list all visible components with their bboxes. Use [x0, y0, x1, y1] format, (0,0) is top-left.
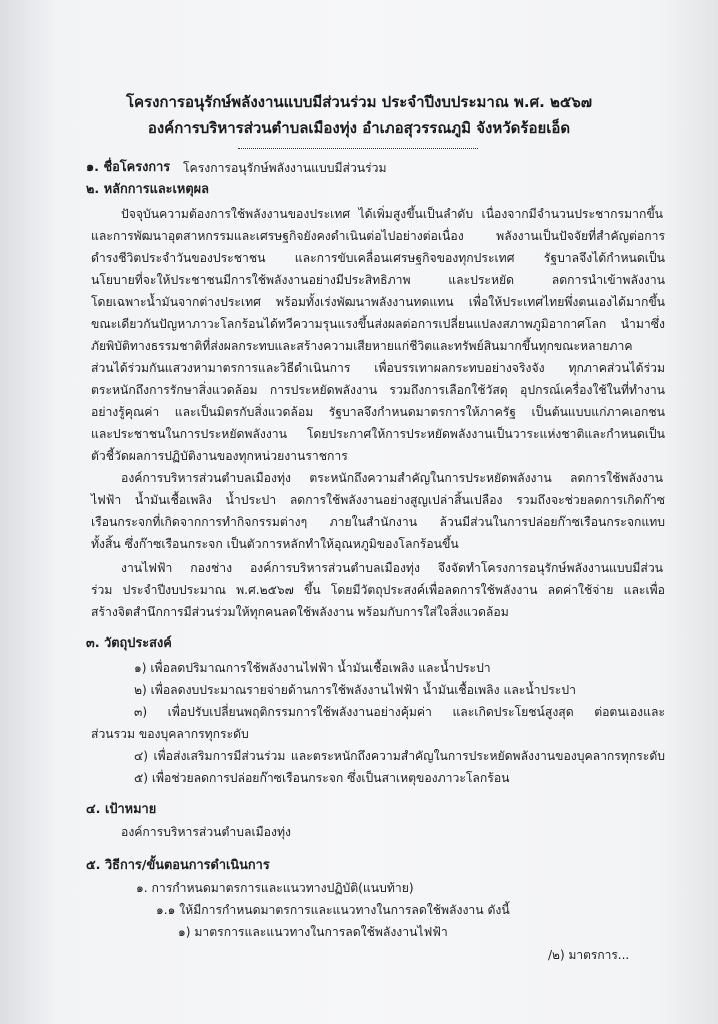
- section3-heading: ๓. วัตถุประสงค์: [86, 636, 172, 651]
- title-separator: [238, 148, 478, 149]
- document-title-line2: องค์การบริหารส่วนตำบลเมืองทุ่ง อำเภอสุวรรณภูมิ จังหวัดร้อยเอ็ด: [147, 119, 571, 137]
- paragraph-line: ขณะเดียวกันปัญหาภาวะโลกร้อนได้ทวีความรุนแรงขึ้นส่งผลต่อการเปลี่ยนแปลงสภาพภูมิอากาศโลก นำมาซึ่ง: [91, 317, 665, 331]
- paragraph-line: ภัยพิบัติทางธรรมชาติที่ส่งผลกระทบและสร้างความเสียหายแก่ชีวิตและทรัพย์สินมากขึ้นทุกขณะหลายภาค: [91, 339, 633, 353]
- paragraph-line: องค์การบริหารส่วนตำบลเมืองทุ่ง ตระหนักถึงความสำคัญในการประหยัดพลังงาน ลดการใช้พลังงาน: [121, 471, 663, 485]
- paragraph-line: ตระหนักถึงการรักษาสิ่งแวดล้อม การประหยัดพลังงาน รวมถึงการเลือกใช้วัสดุ อุปกรณ์เครื่องใช้ในที่ทำงาน: [91, 383, 665, 397]
- paragraph-line: และประชาชนในการประหยัดพลังงาน โดยประกาศให้การประหยัดพลังงานเป็นวาระแห่งชาติและกำหนดเป็น: [91, 427, 665, 441]
- objective-item: ๕) เพื่อช่วยลดการปล่อยก๊าซเรือนกระจก ซึ่งเป็นสาเหตุของภาวะโลกร้อน: [134, 771, 510, 785]
- page-continuation: /๒) มาตรการ...: [548, 948, 630, 962]
- project-name: โครงการอนุรักษ์พลังงานแบบมีส่วนร่วม: [183, 161, 387, 175]
- paragraph-line: งานไฟฟ้า กองช่าง องค์การบริหารส่วนตำบลเมืองทุ่ง จึงจัดทำโครงการอนุรักษ์พลังงานแบบมีส่วน: [121, 561, 663, 575]
- paragraph-line: โดยเฉพาะน้ำมันจากต่างประเทศ พร้อมทั้งเร่งพัฒนาพลังงานทดแทน เพื่อให้ประเทศไทยพึ่งตนเองได้มากขึ้น: [91, 295, 665, 309]
- document-title-line1: โครงการอนุรักษ์พลังงานแบบมีส่วนร่วม ประจำปีงบประมาณ พ.ศ. ๒๕๖๗: [125, 93, 593, 111]
- paragraph-line: และการพัฒนาอุตสาหกรรมและเศรษฐกิจยังคงดำเนินต่อไปอย่างต่อเนื่อง พลังงานเป็นปัจจัยที่สำคัญต่อการ: [91, 229, 665, 243]
- objective-item-continuation: ส่วนรวม ของบุคลากรทุกระดับ: [91, 727, 249, 741]
- paragraph-line: ดำรงชีวิตประจำวันของประชาชน และการขับเคลื่อนเศรษฐกิจของทุกประเทศ รัฐบาลจึงได้กำหนดเป็น: [91, 251, 665, 265]
- section5-heading: ๕. วิธีการ/ขั้นตอนการดำเนินการ: [86, 858, 270, 873]
- paragraph-line: ทั้งสิ้น ซึ่งก๊าซเรือนกระจก เป็นตัวการหลักทำให้อุณหภูมิของโลกร้อนขึ้น: [91, 537, 459, 551]
- objective-item: ๑) เพื่อลดปริมาณการใช้พลังงานไฟฟ้า น้ำมันเชื้อเพลิง และน้ำประปา: [134, 661, 491, 675]
- procedure-subitem: ๑) มาตรการและแนวทางในการลดใช้พลังงานไฟฟ้า: [178, 925, 448, 939]
- objective-item: ๒) เพื่อลดงบประมาณรายจ่ายด้านการใช้พลังงานไฟฟ้า น้ำมันเชื้อเพลิง และน้ำประปา: [134, 683, 576, 697]
- paragraph-line: ไฟฟ้า น้ำมันเชื้อเพลิง น้ำประปา ลดการใช้พลังงานอย่างสูญเปล่าสิ้นเปลือง รวมถึงจะช่วยลดการเกิดก๊าซ: [91, 493, 665, 507]
- paragraph-line: ตัวชี้วัดผลการปฏิบัติงานของทุกหน่วยงานราชการ: [91, 449, 348, 463]
- paragraph-line: ร่วม ประจำปีงบประมาณ พ.ศ.๒๕๖๗ ขึ้น โดยมีวัตถุประสงค์เพื่อลดการใช้พลังงาน ลดค่าใช้จ่าย และเพื่อ: [91, 583, 665, 597]
- paragraph-line: อย่างรู้คุณค่า และเป็นมิตรกับสิ่งแวดล้อม รัฐบาลจึงกำหนดมาตรการให้ภาครัฐ เป็นต้นแบบแก่ภาคเอกชน: [91, 405, 665, 419]
- paragraph-line: นโยบายที่จะให้ประชาชนมีการใช้พลังงานอย่างมีประสิทธิภาพ และประหยัด ลดการนำเข้าพลังงาน: [91, 273, 665, 287]
- section1-heading: ๑. ชื่อโครงการ: [86, 160, 171, 175]
- paragraph-line: เรือนกระจกที่เกิดจากการทำกิจกรรมต่างๆ ภายในสำนักงาน ล้วนมีส่วนในการปล่อยก๊าซเรือนกระจกแทบ: [91, 515, 665, 529]
- section4-heading: ๔. เป้าหมาย: [86, 802, 157, 817]
- objective-item: ๓) เพื่อปรับเปลี่ยนพฤติกรรมการใช้พลังงานอย่างคุ้มค่า และเกิดประโยชน์สูงสุด ต่อตนเองและ: [134, 705, 665, 719]
- paragraph-line: ส่วนได้ร่วมกันแสวงหามาตรการและวิธีดำเนินการ เพื่อบรรเทาผลกระทบอย่างจริงจัง ทุกภาคส่วนได้ร่วม: [91, 361, 665, 375]
- procedure-subitem: ๑.๑ ให้มีการกำหนดมาตรการและแนวทางในการลดใช้พลังงาน ดังนี้: [156, 903, 510, 917]
- section2-heading: ๒. หลักการและเหตุผล: [86, 182, 210, 197]
- procedure-item: ๑. การกำหนดมาตรการและแนวทางปฏิบัติ(แนบท้าย): [136, 881, 414, 895]
- paragraph-line: สร้างจิตสำนึกการมีส่วนร่วมให้ทุกคนลดใช้พลังงาน พร้อมกับการใส่ใจสิ่งแวดล้อม: [91, 605, 509, 619]
- objective-item: ๔) เพื่อส่งเสริมการมีส่วนร่วม และตระหนักถึงความสำคัญในการประหยัดพลังงานของบุคลากรทุกระดับ: [134, 749, 665, 763]
- paragraph-line: ปัจจุบันความต้องการใช้พลังงานของประเทศ ได้เพิ่มสูงขึ้นเป็นลำดับ เนื่องจากมีจำนวนประชากรมากขึ้น: [121, 207, 663, 221]
- target-value: องค์การบริหารส่วนตำบลเมืองทุ่ง: [121, 825, 291, 839]
